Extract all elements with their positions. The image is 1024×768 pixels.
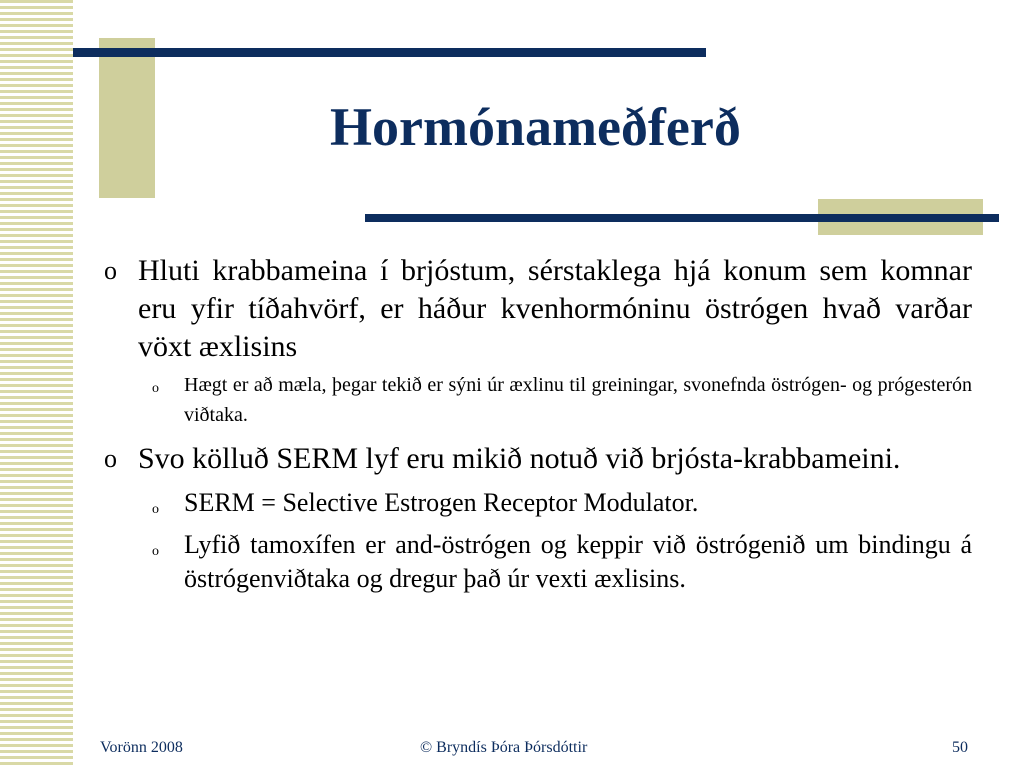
decorative-stripes [0,0,73,768]
decorative-tan-block-left [99,38,155,198]
sub-bullet-text: Hægt er að mæla, þegar tekið er sýni úr æxlinu til greiningar, svonefnda östrógen- og prógesterón viðtaka. [184,374,972,426]
bullet-hormone-dependence [100,252,972,366]
sub-bullet-text: SERM = Selective Estrogen Receptor Modulator. [184,488,699,517]
bullet-marker-icon: o [104,444,117,473]
sub-bullet-marker-icon: o [152,502,159,517]
bullet-text: Svo kölluð SERM lyf eru mikið notuð við brjósta-krabbameini. [138,442,901,475]
sub-bullet-marker-icon: o [152,381,159,396]
sub-bullet-receptor-measurement [138,370,972,430]
sub-bullet-serm-definition [138,486,972,520]
sub-bullet-text: Lyfið tamoxífen er and-östrógen og keppir við östrógenið um bindingu á östrógenviðtaka og dregur það úr vexti æxlisins. [184,530,972,593]
footer-author: © Bryndís Þóra Þórsdóttir [420,739,588,756]
slide-content [100,252,972,596]
footer-page-number: 50 [952,739,968,756]
bullet-text: Hluti krabbameina í brjóstum, sérstaklega hjá konum sem komnar eru yfir tíðahvörf, er háður kvenhormóninu östrógen hvað varðar vöxt æxlisins [138,254,972,363]
sub-bullet-tamoxifen [138,528,972,596]
decorative-bar-top [73,48,706,57]
bullet-serm-drugs [100,440,972,478]
footer-semester: Vorönn 2008 [100,739,183,756]
slide-title: Hormónameðferð [330,97,741,157]
bullet-marker-icon: o [104,256,117,285]
sub-bullet-marker-icon: o [152,544,159,559]
decorative-bar-bottom [365,214,999,222]
